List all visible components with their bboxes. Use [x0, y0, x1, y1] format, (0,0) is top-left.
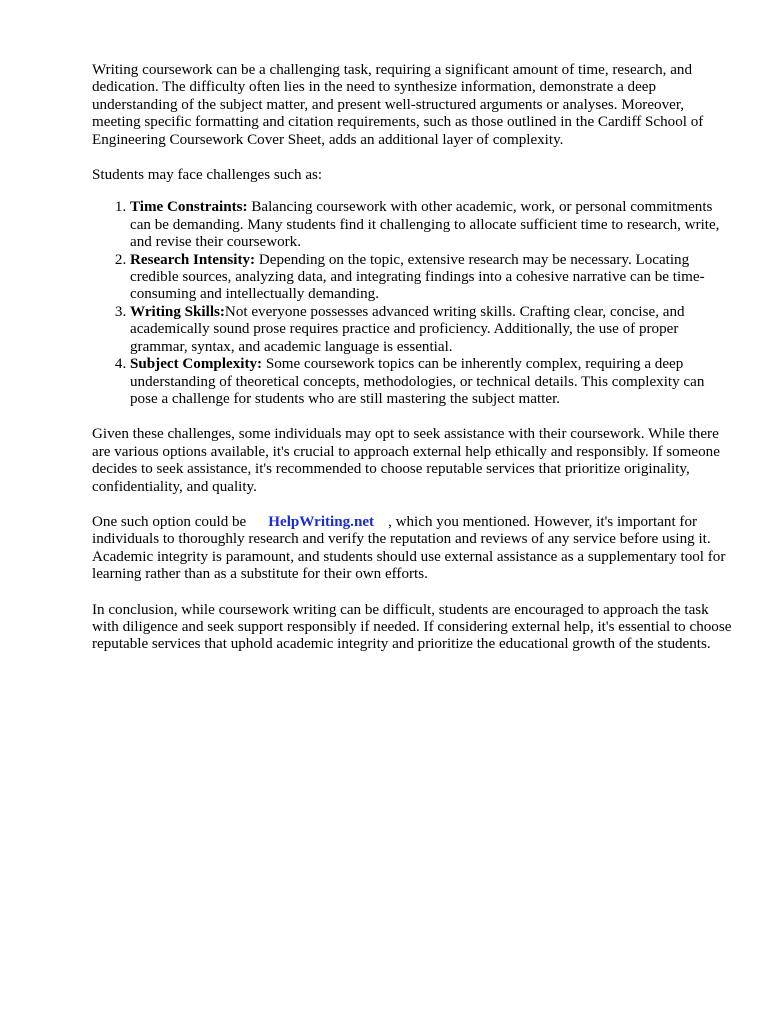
list-item — [130, 252, 732, 304]
challenge-term: Research Intensity: — [130, 251, 256, 268]
challenge-text: Not everyone possesses advanced writing skills. Crafting clear, concise, and academically sound prose requires practice and proficiency. Additionally, the use of proper grammar, syntax, and academic language is essential. — [130, 303, 685, 355]
challenge-text: Some coursework topics can be inherently complex, requiring a deep understanding of theoretical concepts, methodologies, or technical details. This complexity can pose a challenge for students who are still mastering the subject matter. — [130, 356, 705, 407]
intro-paragraph: Writing coursework can be a challenging task, requiring a significant amount of time, research, and dedication. The difficulty often lies in the need to synthesize information, demonstrate a deep understanding of the subject matter, and present well-structured arguments or analyses. Moreover, meeting specific formatting and citation requirements, such as those outlined in the Cardiff School of Engineering Coursework Cover Sheet, adds an additional layer of complexity. — [92, 62, 704, 148]
list-item — [130, 199, 732, 251]
challenge-text: Balancing coursework with other academic, work, or personal commitments can be demanding. Many students find it challenging to allocate sufficient time to research, write, and revise their coursework. — [130, 199, 720, 251]
option-text-after: , which you mentioned. However, it's important for individuals to thoroughly research and verify the reputation and reviews of any service before using it. Academic integrity is paramount, and students should use external assistance as a supplementary tool for learning rather than as a substitute for their own efforts. — [92, 513, 726, 583]
helpwriting-link[interactable]: HelpWriting.net — [268, 513, 375, 530]
assistance-paragraph: Given these challenges, some individuals may opt to seek assistance with their coursework. While there are various options available, it's crucial to approach external help ethically and responsibly. If someone decides to seek assistance, it's recommended to choose reputable services that prioritize originality, confidentiality, and quality. — [92, 426, 720, 495]
option-paragraph — [92, 514, 732, 584]
option-text-before: One such option could be — [92, 513, 247, 530]
challenge-term: Time Constraints: — [130, 199, 248, 216]
challenge-text: Depending on the topic, extensive research may be necessary. Locating credible sources, analyzing data, and integrating findings into a cohesive narrative can be time-consuming and intellectually demanding. — [130, 251, 705, 303]
challenges-lead-in: Students may face challenges such as: — [92, 167, 323, 184]
challenge-term: Writing Skills: — [130, 303, 225, 320]
document-page — [92, 62, 732, 672]
challenges-list — [92, 199, 732, 408]
conclusion-paragraph: In conclusion, while coursework writing can be difficult, students are encouraged to approach the task with diligence and seek support responsibly if needed. If considering external help, it's essential to choose reputable services that uphold academic integrity and prioritize the educational growth of the students. — [92, 601, 732, 653]
list-item — [130, 304, 732, 356]
list-item — [130, 356, 732, 408]
challenge-term: Subject Complexity: — [130, 356, 263, 373]
